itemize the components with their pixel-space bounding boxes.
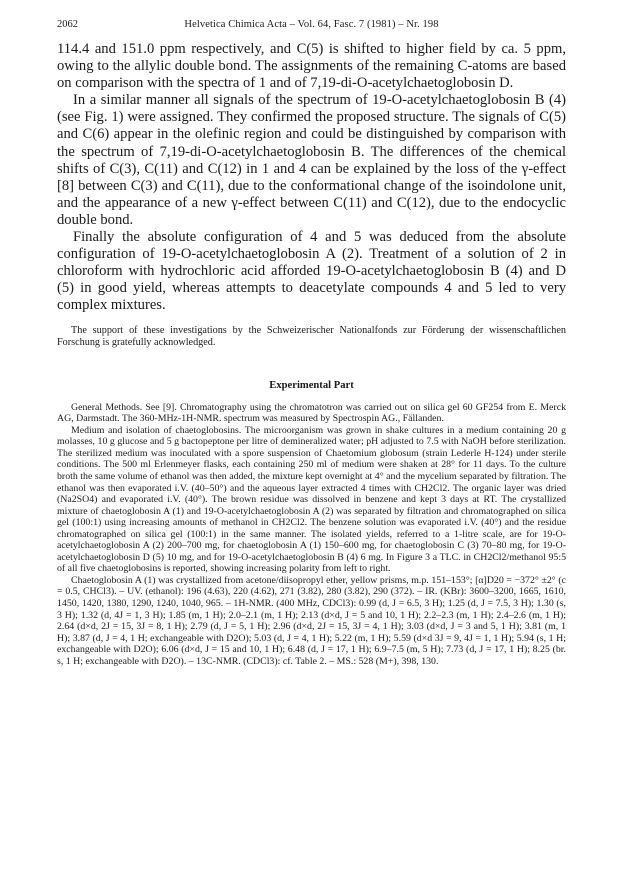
paragraph: In a similar manner all signals of the spectrum of 19-O-acetylchaetoglobosin B (4) (see Fig. 1) were assigned. They confirmed the proposed structure. The signals of C(5) and C(6) appear in the olefinic region and could be distinguished by comparison with the spectrum of 7,19-di-O-acetylchaetoglobosin B. The differences of the chemical shifts of C(3), C(11) and C(12) in 1 and 4 can be explained by the loss of the γ-effect [8] between C(3) and C(11), due to the conformational change of the isoindolone unit, and the appearance of a new γ-effect between C(11) and C(12), due to the endocyclic double bond.: [57, 92, 566, 228]
article-body: [57, 41, 566, 667]
section-heading: Experimental Part: [269, 379, 354, 391]
experimental-section: [57, 402, 566, 668]
discussion-section: [57, 41, 566, 315]
journal-citation: Helvetica Chimica Acta – Vol. 64, Fasc. 7 (1981) – Nr. 198: [184, 19, 439, 30]
paragraph: Finally the absolute configuration of 4 and 5 was deduced from the absolute configuration of 19-O-acetylchaetoglobosin A (2). Treatment of a solution of 2 in chloroform with hydrochloric acid afforded 19-O-acetylchaetoglobosin B (4) and D (5) in good yield, whereas attempts to deacetylate compounds 4 and 5 led to very complex mixtures.: [57, 229, 566, 314]
paragraph: 114.4 and 151.0 ppm respectively, and C(5) is shifted to higher field by ca. 5 ppm, owing to the allylic double bond. The assignments of the remaining C-atoms are based on comparison with the spectra of 1 and of 7,19-di-O-acetylchaetoglobosin D.: [57, 41, 566, 92]
paragraph-medium-isolation: Medium and isolation of chaetoglobosins. The microorganism was grown in shake cultures in a medium containing 20 g molasses, 10 g glucose and 5 g bactopeptone per litre of demineralized water; pH adjusted to 7.5 with NaOH before sterilization. The sterilized medium was inoculated with a spore suspension of Chaetomium globosum (strain Lederle H-124) under sterile conditions. The 500 ml Erlenmeyer flasks, each containing 250 ml of medium were shaken at 28° for 11 days. To the culture broth the same volume of ethanol was then added, the mixture kept overnight at 4° and the mycelium separated by filtration. The ethanol was then evaporated i.V. (40–50°) and the aqueous layer extracted 4 times with CH2Cl2. The organic layer was dried (Na2SO4) and evaporated i.V. (40°). The brown residue was dissolved in benzene and kept 3 days at RT. The crystallized mixture of chaetoglobosin A (1) and 19-O-acetylchaetoglobosin A (2) was separated by filtration and chromatographed on silica gel (100:1) using increasing amounts of methanol in CH2Cl2. The benzene solution was evaporated i.V. (40°) and the residue chromatographed on silica gel (100:1) in the same manner. The isolated yields, referred to a 1-litre scale, are for 19-O-acetylchaetoglobosin A (2) 200–700 mg, for chaetoglobosin A (1) 150–600 mg, for chaetoglobosin C (3) 70–80 mg, for 19-O-acetylchaetoglobosin D (5) 10 mg, and for 19-O-acetylchaetoglobosin B (4) 6 mg. In Figure 3 a TLC. in CH2Cl2/methanol 95:5 of all five chaetoglobosins is reported, showing increasing polarity from left to right.: [57, 424, 566, 575]
page-number: 2062: [57, 19, 78, 30]
paragraph-general-methods: General Methods. See [9]. Chromatography using the chromatotron was carried out on silica gel 60 GF254 from E. Merck AG, Darmstadt. The 360-MHz-1H-NMR. spectrum was measured by Spectrospin AG., Fällanden.: [57, 401, 566, 425]
acknowledgement: The support of these investigations by the Schweizerischer Nationalfonds zur Förderung der wissenschaftlichen Forschung is gratefully acknowledged.: [57, 324, 566, 349]
paragraph-chaetoglobosin-a: Chaetoglobosin A (1) was crystallized from acetone/diisopropyl ether, yellow prisms, m.p. 151–153°; [α]D20 = −372° ±2° (c = 0.5, CHCl3). – UV. (ethanol): 196 (4.63), 220 (4.62), 271 (3.82), 280 (3.82), 290 (372). – IR. (KBr): 3600–3200, 1665, 1610, 1450, 1420, 1380, 1290, 1240, 1040, 965. – 1H-NMR. (400 MHz, CDCl3): 0.99 (d, J = 6.5, 3 H); 1.25 (d, J = 7.5, 3 H); 1.30 (s, 3 H); 1.32 (d, 4J = 1, 3 H); 1.85 (m, 1 H); 2.0–2.1 (m, 1 H); 2.13 (d×d, J = 5 and 10, 1 H); 2.2–2.3 (m, 1 H); 2.4–2.6 (m, 1 H); 2.64 (d×d, 2J = 15, 3J = 8, 1 H); 2.79 (d, J = 5, 1 H); 2.96 (d×d, 2J = 15, 3J = 4, 1 H); 3.03 (d×d, J = 3 and 5, 1 H); 3.81 (m, 1 H); 3.87 (d, J = 4, 1 H; exchangeable with D2O); 5.03 (d, J = 4, 1 H); 5.22 (m, 1 H); 5.59 (d×d 3J = 9, 4J = 1, 1 H); 5.94 (s, 1 H; exchangeable with D2O); 6.06 (d×d, J = 15 and 10, 1 H); 6.48 (d, J = 17, 1 H); 6.9–7.5 (m, 5 H); 7.73 (d, J = 17, 1 H); 8.25 (br. s, 1 H; exchangeable with D2O). – 13C-NMR. (CDCl3): cf. Table 2. – MS.: 528 (M+), 398, 130.: [57, 574, 566, 667]
running-header: [57, 19, 566, 33]
